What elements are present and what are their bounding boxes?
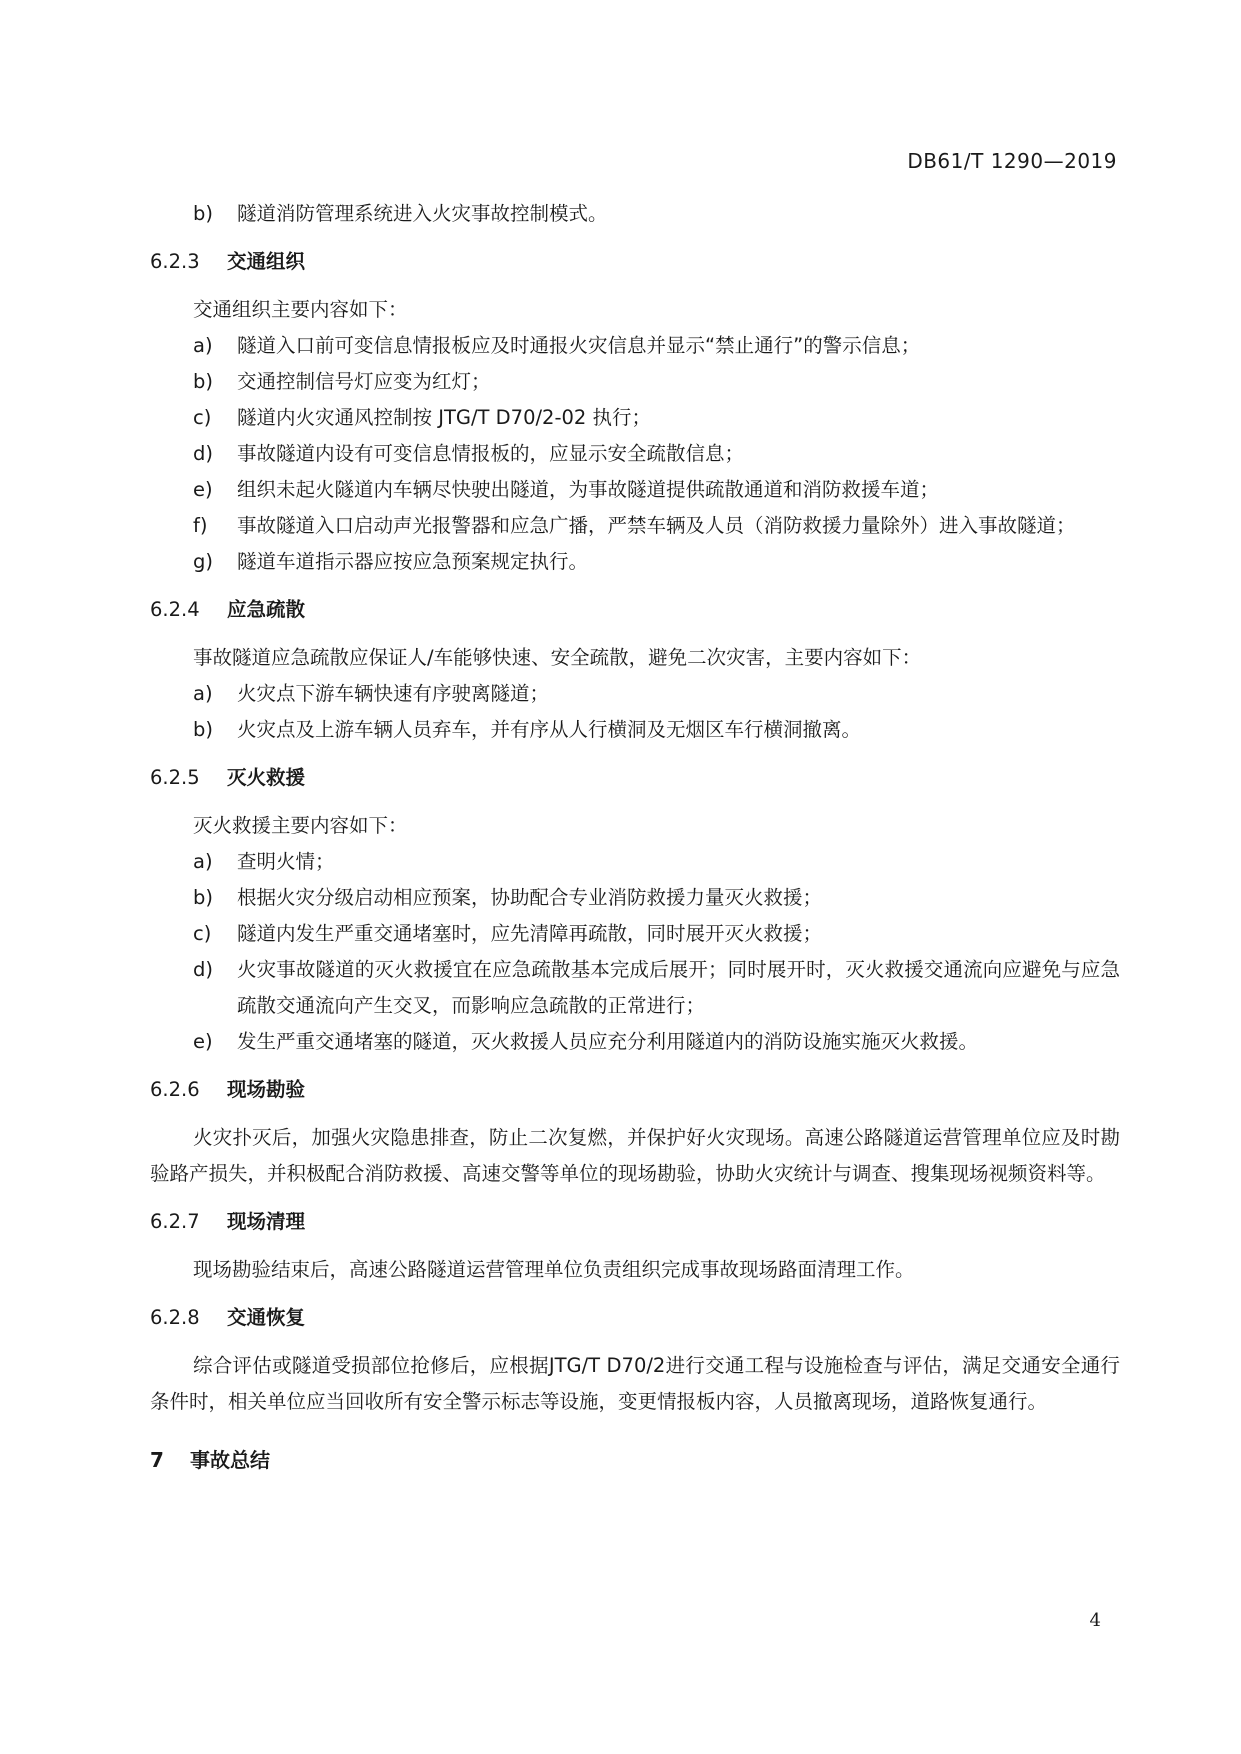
list-marker: e) [193, 1030, 213, 1053]
list-item-text: 隧道入口前可变信息情报板应及时通报火灾信息并显示“禁止通行”的警示信息； [237, 334, 921, 357]
list-item-text: 隧道内火灾通风控制按 JTG/T D70/2-02 执行； [237, 406, 652, 429]
list-item-text: 查明火情； [237, 850, 335, 873]
section-title: 灭火救援 [227, 766, 306, 789]
section-paragraph: 现场勘验结束后，高速公路隧道运营管理单位负责组织完成事故现场路面清理工作。 [193, 1258, 915, 1281]
list-marker: a) [193, 850, 213, 873]
list-marker: b) [193, 718, 213, 741]
section-heading-6-2-6 [150, 1072, 1120, 1108]
list-item [150, 544, 1120, 580]
list-item-text: 火灾点及上游车辆人员弃车，并有序从人行横洞及无烟区车行横洞撤离。 [237, 718, 862, 741]
chapter-heading-7 [150, 1442, 1120, 1478]
section-heading-6-2-4 [150, 592, 1120, 628]
list-marker: d) [193, 958, 213, 981]
list-item [150, 196, 1120, 232]
list-item [150, 364, 1120, 400]
list-item-text: 火灾事故隧道的灭火救援宜在应急疏散基本完成后展开；同时展开时，灭火救援交通流向应避免与应急疏散交通流向产生交叉，而影响应急疏散的正常进行； [237, 958, 1120, 1017]
list-item [150, 472, 1120, 508]
section-number: 6.2.6 [150, 1078, 200, 1101]
list-item [150, 916, 1120, 952]
list-item-text: 事故隧道入口启动声光报警器和应急广播，严禁车辆及人员（消防救援力量除外）进入事故隧道； [237, 514, 1076, 537]
list-item [150, 880, 1120, 916]
section-paragraph: 火灾扑灭后，加强火灾隐患排查，防止二次复燃，并保护好火灾现场。高速公路隧道运营管理单位应及时勘验路产损失，并积极配合消防救援、高速交警等单位的现场勘验，协助火灾统计与调查、搜集现场视频资料等。 [150, 1126, 1120, 1185]
section-number: 6.2.4 [150, 598, 200, 621]
section-number: 6.2.8 [150, 1306, 200, 1329]
list-marker: a) [193, 682, 213, 705]
section-title: 现场勘验 [227, 1078, 306, 1101]
section-heading-6-2-3 [150, 244, 1120, 280]
list-item [150, 712, 1120, 748]
list-item [150, 1024, 1120, 1060]
section-paragraph: 综合评估或隧道受损部位抢修后，应根据JTG/T D70/2进行交通工程与设施检查与评估，满足交通安全通行条件时，相关单位应当回收所有安全警示标志等设施，变更情报板内容，人员撤离现场，道路恢复通行。 [150, 1354, 1120, 1413]
section-number: 6.2.5 [150, 766, 200, 789]
list-item [150, 436, 1120, 472]
section-heading-6-2-5 [150, 760, 1120, 796]
document-body [150, 196, 1120, 1478]
section-lead: 交通组织主要内容如下： [193, 298, 408, 321]
list-item [150, 400, 1120, 436]
section-number: 6.2.7 [150, 1210, 200, 1233]
list-item-text: 发生严重交通堵塞的隧道，灭火救援人员应充分利用隧道内的消防设施实施灭火救援。 [237, 1030, 979, 1053]
section-title: 交通组织 [227, 250, 306, 273]
section-title: 交通恢复 [227, 1306, 306, 1329]
section-lead: 灭火救援主要内容如下： [193, 814, 408, 837]
chapter-number: 7 [150, 1448, 164, 1472]
list-item-text: 火灾点下游车辆快速有序驶离隧道； [237, 682, 550, 705]
list-item-text: 隧道车道指示器应按应急预案规定执行。 [237, 550, 589, 573]
list-marker: f) [193, 514, 208, 537]
list-marker: d) [193, 442, 213, 465]
list-item [150, 328, 1120, 364]
section-heading-6-2-7 [150, 1204, 1120, 1240]
section-lead: 事故隧道应急疏散应保证人/车能够快速、安全疏散，避免二次灾害，主要内容如下： [193, 646, 922, 669]
list-item-text: 事故隧道内设有可变信息情报板的，应显示安全疏散信息； [237, 442, 745, 465]
list-item-text: 交通控制信号灯应变为红灯； [237, 370, 491, 393]
list-item-text: 根据火灾分级启动相应预案，协助配合专业消防救援力量灭火救援； [237, 886, 823, 909]
section-title: 应急疏散 [227, 598, 306, 621]
chapter-title: 事故总结 [190, 1448, 270, 1472]
list-item-text: 隧道消防管理系统进入火灾事故控制模式。 [237, 202, 608, 225]
list-marker: e) [193, 478, 213, 501]
list-marker: b) [193, 886, 213, 909]
list-marker: c) [193, 922, 212, 945]
section-heading-6-2-8 [150, 1300, 1120, 1336]
list-marker: b) [193, 370, 213, 393]
list-item [150, 676, 1120, 712]
page-number: 4 [1089, 1610, 1101, 1631]
list-marker: g) [193, 550, 213, 573]
list-marker: c) [193, 406, 212, 429]
list-item [150, 952, 1120, 1024]
list-item [150, 508, 1120, 544]
list-item-text: 隧道内发生严重交通堵塞时，应先清障再疏散，同时展开灭火救援； [237, 922, 823, 945]
list-item [150, 844, 1120, 880]
list-item-text: 组织未起火隧道内车辆尽快驶出隧道，为事故隧道提供疏散通道和消防救援车道； [237, 478, 940, 501]
section-title: 现场清理 [227, 1210, 306, 1233]
section-number: 6.2.3 [150, 250, 200, 273]
list-marker: a) [193, 334, 213, 357]
list-marker: b) [193, 202, 213, 225]
document-code: DB61/T 1290—2019 [907, 149, 1117, 173]
